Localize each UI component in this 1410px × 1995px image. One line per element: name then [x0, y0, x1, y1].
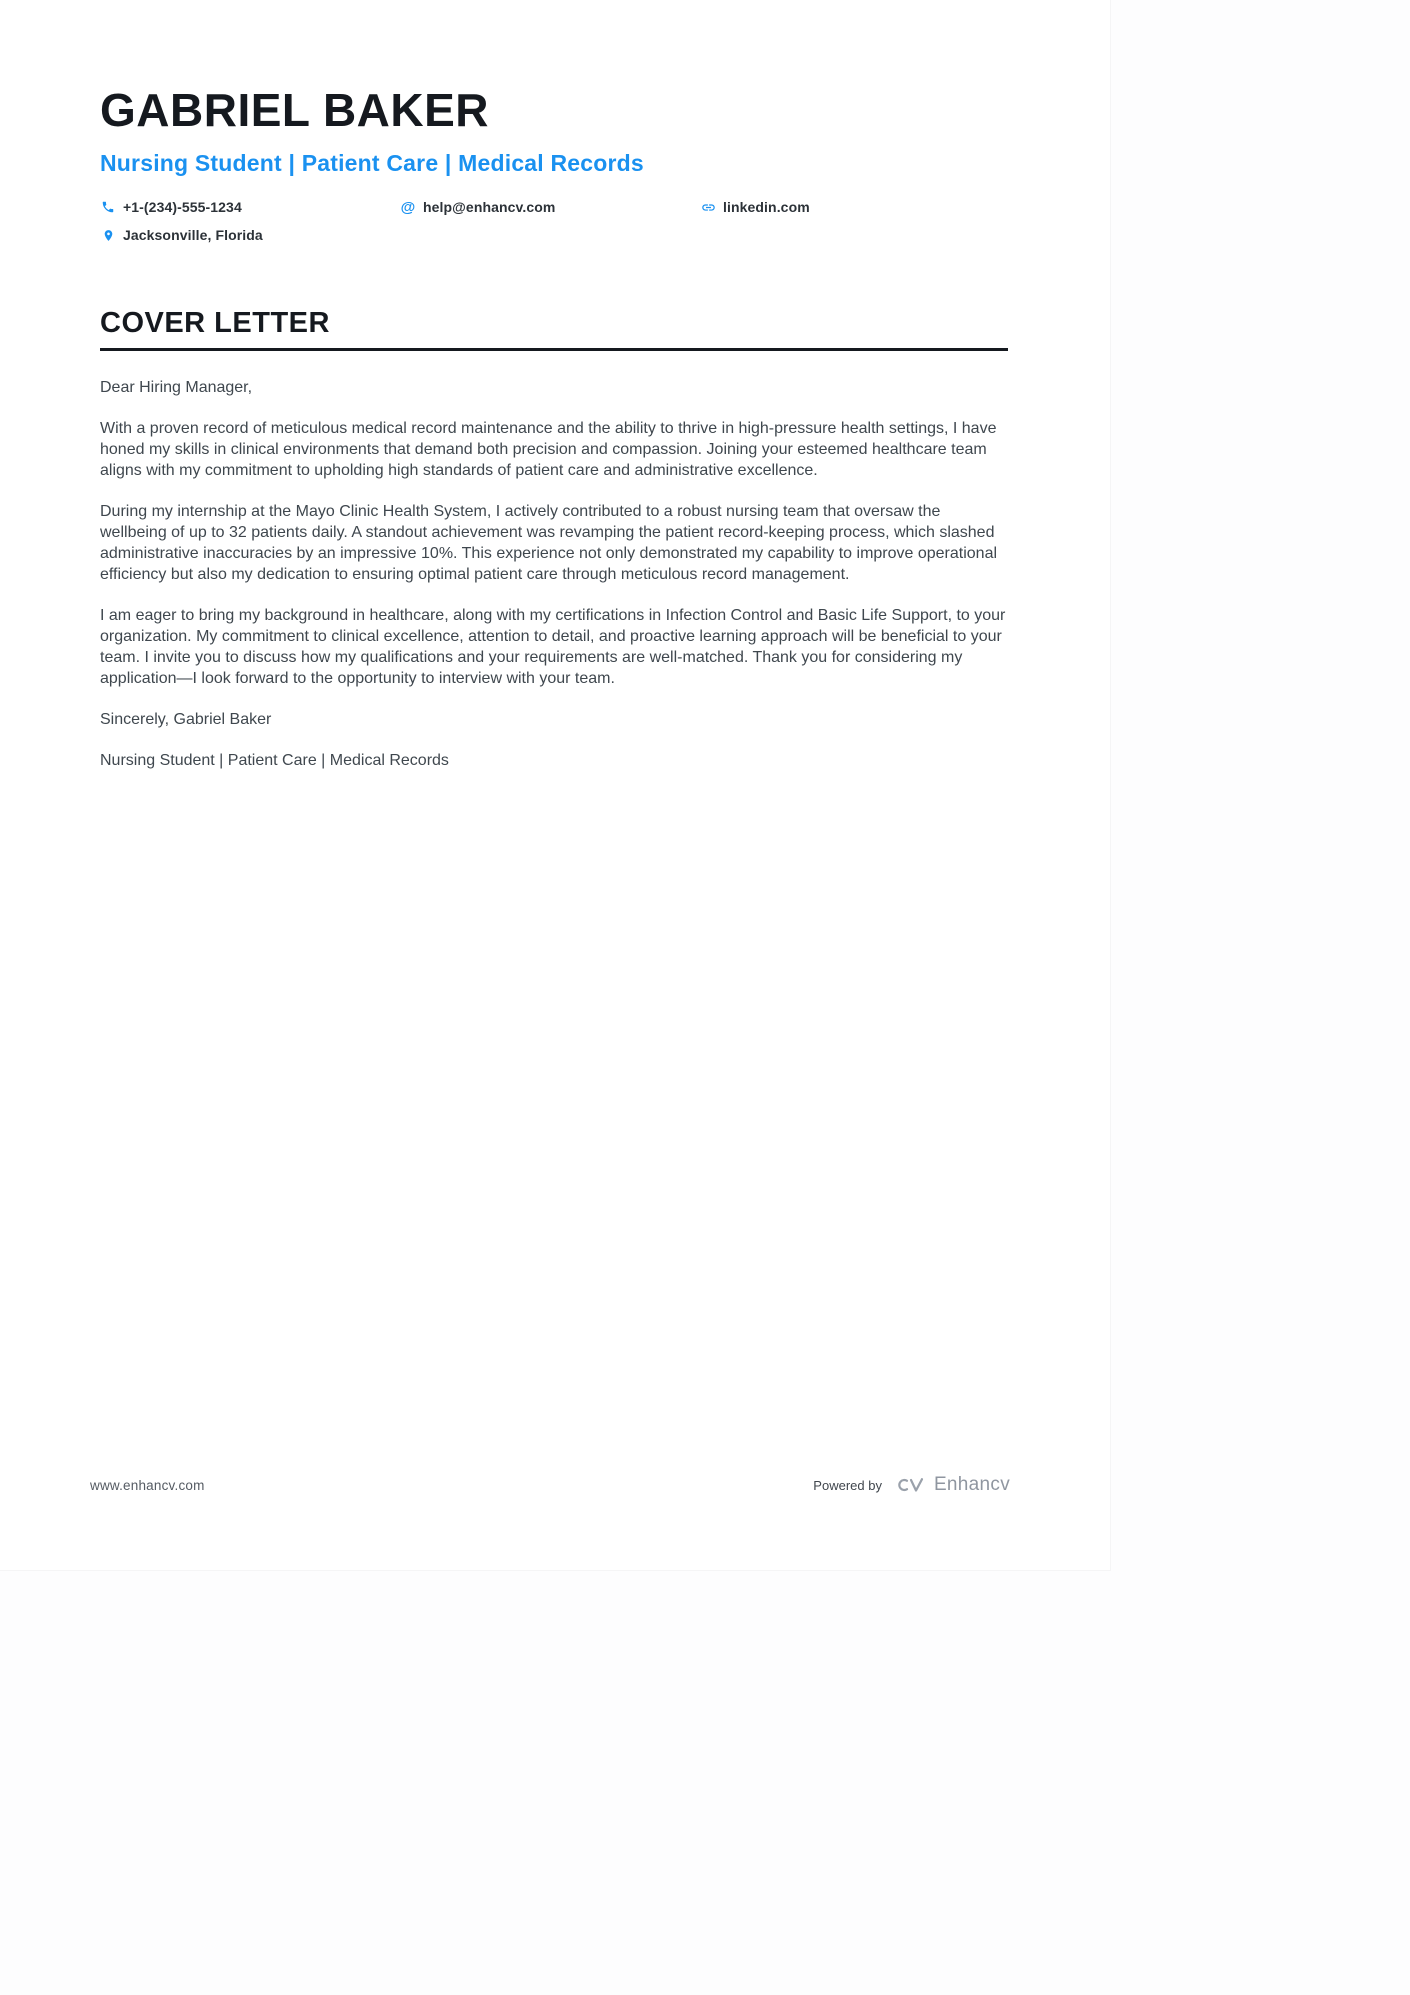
footer-branding [813, 1474, 1010, 1496]
section-title: COVER LETTER [100, 307, 330, 340]
signature-title: Nursing Student | Patient Care | Medical Records [100, 751, 449, 769]
contact-email [400, 199, 700, 215]
letter-body [100, 377, 1008, 771]
salutation: Dear Hiring Manager, [100, 378, 253, 396]
enhancv-logo-text: Enhancv [933, 1474, 1010, 1495]
enhancv-logo [894, 1474, 1010, 1496]
paragraph-intro: With a proven record of meticulous medical record maintenance and the ability to thrive in high-pressure health settings, I have honed my skills in clinical environments that demand both precision and compassion. Joining your esteemed healthcare team aligns with my commitment to upholding high standards of patient care and administrative excellence. [100, 419, 997, 479]
page-footer [90, 1474, 1010, 1496]
signoff: Sincerely, Gabriel Baker [100, 710, 272, 728]
cover-letter-section [100, 307, 1010, 770]
at-icon: @ [400, 198, 416, 216]
candidate-name: GABRIEL BAKER [100, 84, 490, 136]
location-pin-icon [100, 227, 116, 243]
section-divider [100, 348, 1008, 351]
contact-phone [100, 199, 400, 215]
footer-website: www.enhancv.com [90, 1477, 205, 1493]
contact-info [100, 199, 1008, 243]
candidate-job-title: Nursing Student | Patient Care | Medical Records [100, 150, 644, 177]
phone-icon [100, 199, 116, 215]
document-header [100, 86, 1010, 243]
link-icon [700, 199, 716, 215]
paragraph-closing: I am eager to bring my background in healthcare, along with my certifications in Infection Control and Basic Life Support, to your organization. My commitment to clinical excellence, attention to detail, and proactive learning approach will be beneficial to your team. I invite you to discuss how my qualifications and your requirements are well-matched. Thank you for considering my application—I look forward to the opportunity to interview with your team. [100, 606, 1006, 687]
paragraph-experience: During my internship at the Mayo Clinic Health System, I actively contributed to a robust nursing team that oversaw the wellbeing of up to 32 patients daily. A standout achievement was revamping the patient record-keeping process, which slashed administrative inaccuracies by an impressive 10%. This experience not only demonstrated my capability to improve operational efficiency but also my dedication to ensuring optimal patient care through meticulous record management. [100, 502, 998, 583]
linkedin-url: linkedin.com [723, 199, 810, 216]
contact-location [100, 227, 263, 243]
powered-by-label: Powered by [813, 1477, 882, 1493]
email-address: help@enhancv.com [423, 199, 556, 216]
contact-linkedin [700, 199, 810, 215]
phone-number: +1-(234)-555-1234 [123, 199, 242, 216]
enhancv-logo-icon [894, 1475, 926, 1495]
location-text: Jacksonville, Florida [123, 227, 263, 244]
